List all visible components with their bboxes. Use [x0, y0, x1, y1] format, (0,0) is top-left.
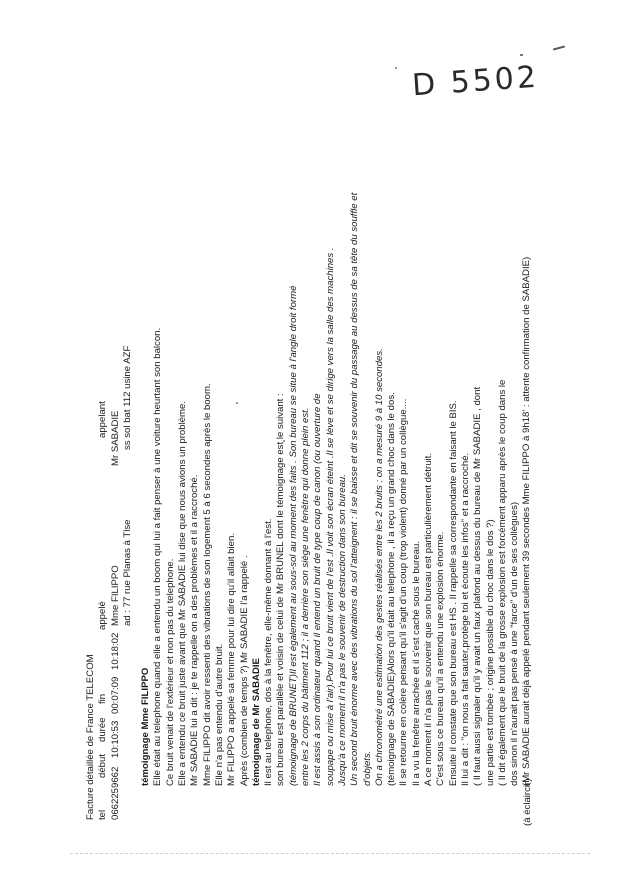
account-line: dos sinon il n'aurait pas pensé à une "farce" d'un de ses collègues) — [509, 501, 521, 786]
call-appelant-address: ss sol bat 112 usine AZF — [121, 345, 133, 450]
call-appele-name: Mme FILIPPO — [109, 565, 121, 626]
account-line: ( Il dit également que le bruit de la grosse explosion est forcément apparu après le coup dans le — [496, 379, 508, 786]
account-line: (Mr SABADIE aurait déjà appelé pendant seulement 39 secondes Mme FILIPPO à 9h18' : attente confirmation de SABADIE) — [521, 256, 533, 786]
account-line: une partie est tombée ; origine possible du choc dans le dos ?) — [484, 519, 496, 786]
account-line: Il se retourne en colère pensant qu'il s'agit d'un coup (trop violent) donné par un collègue.... — [398, 398, 410, 786]
filippo-line: Ce bruit venait de l'extérieur et non pas du telephone. — [164, 558, 176, 786]
filippo-line: Elle était au telephone quand elle a entendu un boom qui lui a fait penser à une voiture heurtant son balcon. — [152, 327, 164, 786]
brunel-line: Il est assis à son ordinateur quand il entend un bruit de type coup de canon (ou ouverture de — [312, 393, 324, 786]
invoice-address-row — [122, 100, 134, 820]
filippo-line: Elle a entendu ce bruit juste avant que Mr SABADIE lui dise que nous avions un problème. — [177, 400, 189, 786]
margin-note: (à éclaircir) — [521, 778, 533, 826]
account-line: C'est sous ce bureau qu'il a entendu une explosion énorme. — [435, 531, 447, 786]
sabadie-line: Il est au telephone, dos à la fenêtre, elle-même donnant à l'est. — [263, 518, 275, 786]
document-body — [85, 100, 550, 826]
brunel-line: d'objets. — [361, 750, 373, 786]
col-appelant-label: appelant — [97, 401, 109, 438]
filippo-line: Mr FILIPPO a appelé sa femme pour lui dire qu'il allait bien. — [226, 533, 238, 786]
invoice-column-headers — [97, 100, 109, 820]
handwritten-mark-dot — [520, 54, 523, 56]
call-appele-address: ad : 77 rue Planas à Tlse — [121, 519, 133, 626]
chrono-line: On a chronométré une estimation des gestes réalisés entre les 2 bruits : on a mesuré 9 à 10 secondes. — [373, 348, 385, 786]
filippo-line: Elle n'a pas entendu d'autre bruit. — [213, 643, 225, 786]
col-debut-label: début — [97, 753, 109, 778]
account-line: (témoignage de SABADIE)Alors qu'il était au telephone , il a reçu un grand choc dans le dos. — [386, 392, 398, 786]
scan-edge-line — [70, 853, 590, 854]
call-duree: 00:07:09 — [109, 676, 121, 714]
filippo-line: Mme FILIPPO dit avoir ressenti des vibrations de son logement 5 à 6 secondes après le boom. — [201, 383, 213, 786]
call-appelant-name: Mr SABADIE — [109, 410, 121, 466]
account-line: A ce moment il n'a pas le souvenir que son bureau est particulièrement détruit. — [423, 453, 435, 786]
brunel-line: Un second bruit énorme avec des vibrations du sol l'atteignent : il se baisse et dit se souvenir du passage au dessus de sa tête du souffle et — [349, 192, 361, 786]
call-fin: 10:18:02 — [109, 632, 121, 670]
section-heading-sabadie: témoignage de Mr SABADIE — [250, 658, 262, 786]
call-debut: 10:10:53 — [109, 720, 121, 758]
handwritten-reference-stamp: D 5502 — [410, 59, 541, 104]
handwritten-mark — [553, 45, 565, 50]
section-heading-filippo: témoignage Mme FILIPPO — [140, 667, 152, 786]
account-line: Il a vu la fenêtre arrachée et il s'est caché sous le bureau. — [410, 540, 422, 786]
invoice-title: Facture détaillée de France TELECOM — [85, 654, 96, 820]
call-phone: 0662259662 — [109, 766, 121, 820]
invoice-call-row — [110, 100, 122, 820]
col-duree-label: durée — [97, 717, 109, 742]
brunel-line: (témoignage de BRUNET)Il est également au sous-sol au moment des faits . Son bureau se situe à l'angle droit formé — [287, 285, 299, 786]
filippo-line: Mr SABADIE lui a dit : je te rappelle on a des problèmes et il a raccroché. — [189, 474, 201, 786]
col-tel-label: tel — [97, 809, 109, 820]
account-line: Il lui a dit : "on nous a fait sauter,protège toi et écoute les infos" et a raccroché. — [459, 452, 471, 786]
scan-speck — [395, 67, 397, 69]
brunel-line: soupape ou mise à l'air).Pour lui ce bruit vient de l'est .Il voit son écran éteint .Il se lève et se dirige vers la salle des machines . — [324, 247, 336, 786]
filippo-line: Après (combien de temps ?) Mr SABADIE l'a rappelé . — [238, 555, 250, 786]
brunel-line: entre les 2 corps du bâtiment 112 ; il a derrière son siège une fenêtre qui donne plein est. — [300, 407, 312, 786]
account-line: ( Il faut aussi signaler qu'il y avait un faux plafond au dessus du bureau de Mr SABADIE , dont — [472, 386, 484, 786]
col-fin-label: fin — [97, 693, 109, 704]
account-line: Ensuite il constate que son bureau est HS . Il rappelle sa correspondante en faisant le BIS. — [447, 400, 459, 786]
sabadie-line: son bureau est parallèle et voisin de celui de Mr BRUNEL dont le témoignage est le suivant : — [275, 393, 287, 786]
col-appele-label: appelé — [97, 601, 109, 630]
brunel-line: Jusqu'à ce moment il n'a pas le souvenir de destruction dans son bureau. — [336, 474, 348, 786]
